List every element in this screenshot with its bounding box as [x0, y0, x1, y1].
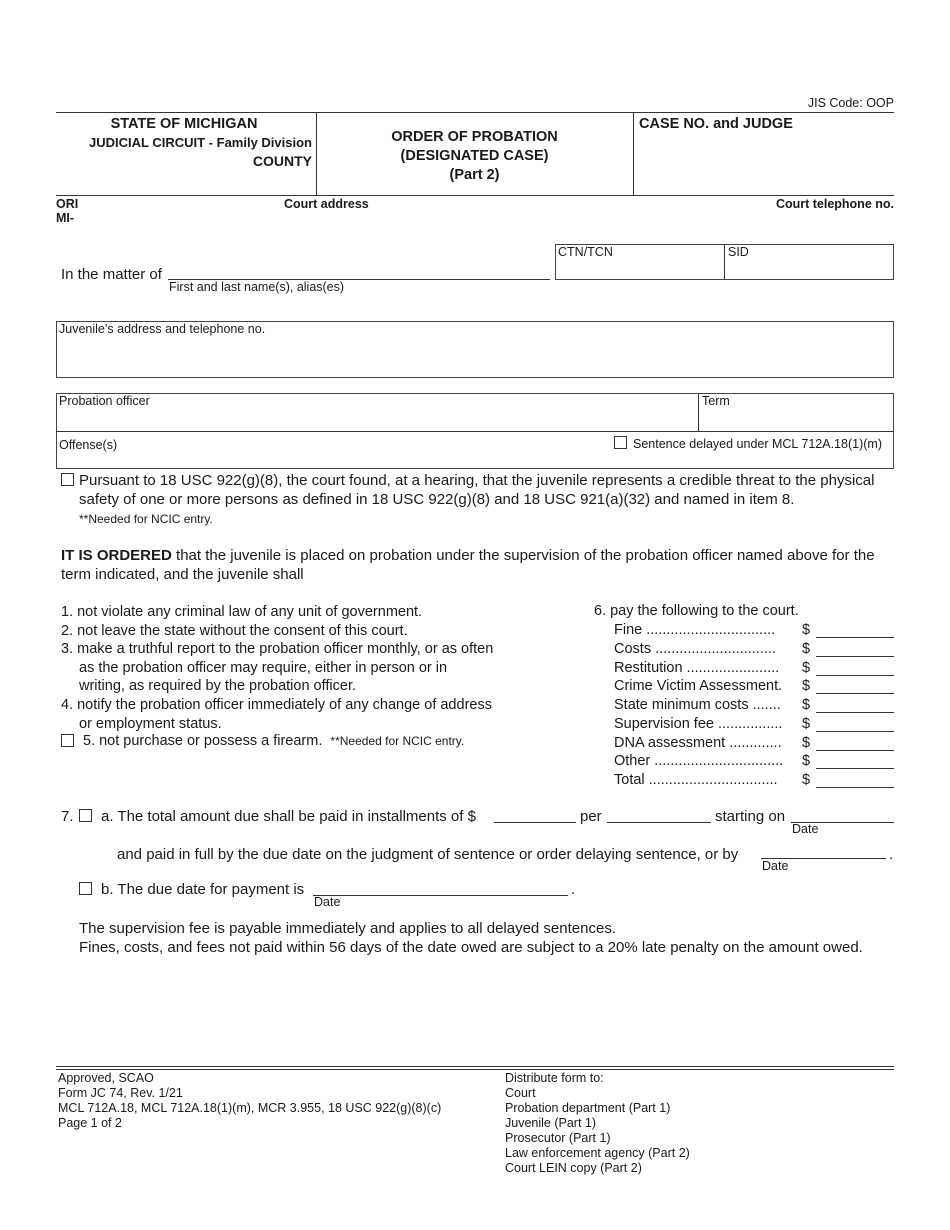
condition-5-ncic-note: **Needed for NCIC entry. — [330, 734, 465, 748]
supervision-fee-note: The supervision fee is payable immediately and applies to all delayed sentences. — [79, 920, 616, 937]
sid-field[interactable] — [727, 260, 892, 278]
starting-on-label: starting on — [715, 808, 786, 825]
fee-input-supervision[interactable] — [816, 731, 894, 732]
paid-by-date-field[interactable] — [761, 842, 886, 858]
circuit-name: JUDICIAL CIRCUIT - Family Division — [89, 135, 312, 150]
distribute-label: Distribute form to: — [505, 1071, 604, 1085]
it-is-ordered: IT IS ORDERED — [61, 547, 172, 564]
starting-date-field[interactable] — [791, 806, 894, 822]
payments-heading: 6. pay the following to the court. — [594, 603, 799, 619]
form-title-line2: (DESIGNATED CASE) — [400, 148, 549, 164]
distribution-item: Law enforcement agency (Part 2) — [505, 1146, 690, 1160]
dollar-sign: $ — [802, 641, 811, 657]
offenses-label: Offense(s) — [59, 438, 118, 452]
dollar-sign: $ — [802, 660, 811, 676]
installment-amount-field[interactable] — [494, 806, 576, 822]
form-title — [316, 128, 633, 185]
footer-page-number: Page 1 of 2 — [58, 1116, 122, 1130]
distribution-item: Probation department (Part 1) — [505, 1101, 671, 1115]
installment-amount-line — [494, 822, 576, 823]
ctn-label: CTN/TCN — [558, 245, 613, 259]
per-label: per — [580, 808, 602, 825]
dollar-sign: $ — [802, 753, 811, 769]
condition-5 — [83, 733, 464, 749]
county-label: COUNTY — [252, 153, 312, 169]
distribution-item: Juvenile (Part 1) — [505, 1116, 597, 1130]
header-top-rule — [56, 112, 894, 113]
fee-label-restitution: Restitution ....................... — [614, 660, 780, 676]
dollar-sign: $ — [802, 772, 811, 788]
fee-input-dna[interactable] — [816, 750, 894, 751]
offenses-field[interactable] — [120, 436, 600, 466]
sid-label: SID — [728, 245, 749, 259]
mi-prefix: MI- — [56, 211, 75, 225]
form-title-line3: (Part 2) — [449, 167, 500, 183]
fee-row-crime-victim — [614, 678, 896, 697]
fee-row-costs — [614, 641, 896, 660]
dollar-sign: $ — [802, 678, 811, 694]
due-date-text: b. The due date for payment is — [101, 881, 305, 898]
paid-in-full-period: . — [889, 846, 894, 863]
fee-label-supervision: Supervision fee ................ — [614, 716, 783, 732]
dollar-sign: $ — [802, 622, 811, 638]
fee-row-restitution — [614, 660, 896, 679]
fee-label-costs: Costs .............................. — [614, 641, 776, 657]
probation-officer-label: Probation officer — [59, 394, 150, 408]
due-date-field[interactable] — [313, 879, 568, 895]
item-7-number: 7. — [61, 808, 74, 825]
footer-authority: MCL 712A.18, MCL 712A.18(1)(m), MCR 3.955, 18 USC 922(g)(8)(c) — [58, 1101, 442, 1115]
condition-1: 1. not violate any criminal law of any unit of government. — [61, 604, 423, 620]
firearm-finding-checkbox[interactable] — [61, 473, 74, 486]
condition-2: 2. not leave the state without the consent of this court. — [61, 622, 408, 639]
fee-input-crime-victim[interactable] — [816, 693, 894, 694]
juvenile-address-label: Juvenile’s address and telephone no. — [59, 322, 266, 336]
distribution-item: Court LEIN copy (Part 2) — [505, 1161, 642, 1175]
case-no-judge-field[interactable] — [640, 136, 892, 192]
fee-row-dna — [614, 735, 896, 754]
sentence-delayed-label: Sentence delayed under MCL 712A.18(1)(m) — [633, 437, 882, 451]
term-field[interactable] — [701, 411, 892, 429]
fee-label-total: Total ................................ — [614, 772, 778, 788]
case-no-judge-label: CASE NO. and JUDGE — [639, 116, 793, 132]
fee-label-fine: Fine ................................ — [614, 622, 776, 638]
firearm-finding-line2: safety of one or more persons as defined in 18 USC 922(g)(8) and 18 USC 921(a)(32) and named in item 8. — [79, 491, 795, 508]
ctn-field[interactable] — [557, 260, 722, 278]
in-matter-of-label: In the matter of — [61, 266, 162, 283]
order-line1 — [61, 547, 875, 564]
paid-in-full-text: and paid in full by the due date on the judgment of sentence or order delaying sentence, or by — [117, 846, 739, 863]
header-bottom-rule — [56, 195, 894, 196]
dollar-sign: $ — [802, 697, 811, 713]
ori-label: ORI — [56, 197, 79, 211]
fee-row-fine — [614, 622, 896, 641]
fee-label-state-minimum: State minimum costs ....... — [614, 697, 781, 713]
installments-text: a. The total amount due shall be paid in installments of $ — [101, 808, 476, 825]
due-date-line — [313, 895, 568, 896]
order-line1-rest: that the juvenile is placed on probation under the supervision of the probation officer named above for the — [176, 547, 875, 564]
dollar-sign: $ — [802, 735, 811, 751]
due-date-caption: Date — [314, 895, 341, 909]
fee-input-total[interactable] — [816, 787, 894, 788]
footer-approved: Approved, SCAO — [58, 1071, 154, 1085]
officer-offense-divider — [56, 431, 894, 432]
condition-3-line3: writing, as required by the probation officer. — [79, 678, 357, 695]
conditions-list — [61, 603, 493, 733]
header-divider-right — [633, 112, 634, 195]
term-label: Term — [702, 394, 730, 408]
footer-rule-bottom — [56, 1069, 894, 1070]
fee-input-state-minimum[interactable] — [816, 712, 894, 713]
fee-input-fine[interactable] — [816, 637, 894, 638]
condition-5-text: 5. not purchase or possess a firearm. — [83, 733, 323, 749]
dollar-sign: $ — [802, 716, 811, 732]
firearm-finding-line1: Pursuant to 18 USC 922(g)(8), the court found, at a hearing, that the juvenile represents a credible threat to the physical — [79, 472, 875, 489]
firearm-condition-checkbox[interactable] — [61, 734, 74, 747]
footer-distribution — [505, 1071, 690, 1176]
late-penalty-note: Fines, costs, and fees not paid within 56 days of the date owed are subject to a 20% late penalty on the amount owed. — [79, 939, 863, 956]
fee-row-total — [614, 772, 896, 791]
sentence-delayed-checkbox[interactable] — [614, 436, 627, 449]
order-line2: term indicated, and the juvenile shall — [61, 566, 304, 583]
footer-rule-top — [56, 1066, 894, 1067]
due-date-checkbox[interactable] — [79, 882, 92, 895]
fee-input-other[interactable] — [816, 768, 894, 769]
condition-4-line1: 4. notify the probation officer immediately of any change of address — [61, 696, 492, 713]
starting-date-caption: Date — [792, 822, 819, 836]
officer-term-divider — [698, 393, 699, 431]
installment-period-line — [607, 822, 711, 823]
court-telephone-label: Court telephone no. — [775, 197, 894, 211]
installment-period-field[interactable] — [607, 806, 711, 822]
fee-label-dna: DNA assessment ............. — [614, 735, 782, 751]
fee-label-crime-victim: Crime Victim Assessment. — [614, 678, 783, 694]
paid-by-date-caption: Date — [762, 859, 789, 873]
fee-input-costs[interactable] — [816, 656, 894, 657]
fee-row-other — [614, 753, 896, 772]
probation-officer-field[interactable] — [58, 411, 696, 429]
condition-3-line2: as the probation officer may require, either in person or in — [79, 659, 448, 676]
fee-row-supervision — [614, 716, 896, 735]
due-date-period: . — [571, 881, 576, 898]
distribution-item: Prosecutor (Part 1) — [505, 1131, 611, 1145]
firearm-ncic-note: **Needed for NCIC entry. — [79, 512, 213, 526]
fee-row-state-minimum — [614, 697, 896, 716]
fee-label-other: Other ................................ — [614, 753, 784, 769]
ctn-sid-divider — [724, 244, 725, 280]
court-address-label: Court address — [284, 197, 369, 211]
condition-4-line2: or employment status. — [79, 715, 222, 732]
footer-form-number: Form JC 74, Rev. 1/21 — [58, 1086, 183, 1100]
name-caption: First and last name(s), alias(es) — [169, 280, 345, 294]
distribution-item: Court — [505, 1086, 536, 1100]
state-name: STATE OF MICHIGAN — [110, 116, 258, 132]
form-title-line1: ORDER OF PROBATION — [391, 129, 558, 145]
fee-input-restitution[interactable] — [816, 675, 894, 676]
footer-left — [58, 1071, 441, 1131]
jis-code: JIS Code: OOP — [807, 96, 894, 110]
matter-name-field[interactable] — [170, 262, 548, 279]
installments-checkbox[interactable] — [79, 809, 92, 822]
condition-3-line1: 3. make a truthful report to the probation officer monthly, or as often — [61, 641, 494, 658]
